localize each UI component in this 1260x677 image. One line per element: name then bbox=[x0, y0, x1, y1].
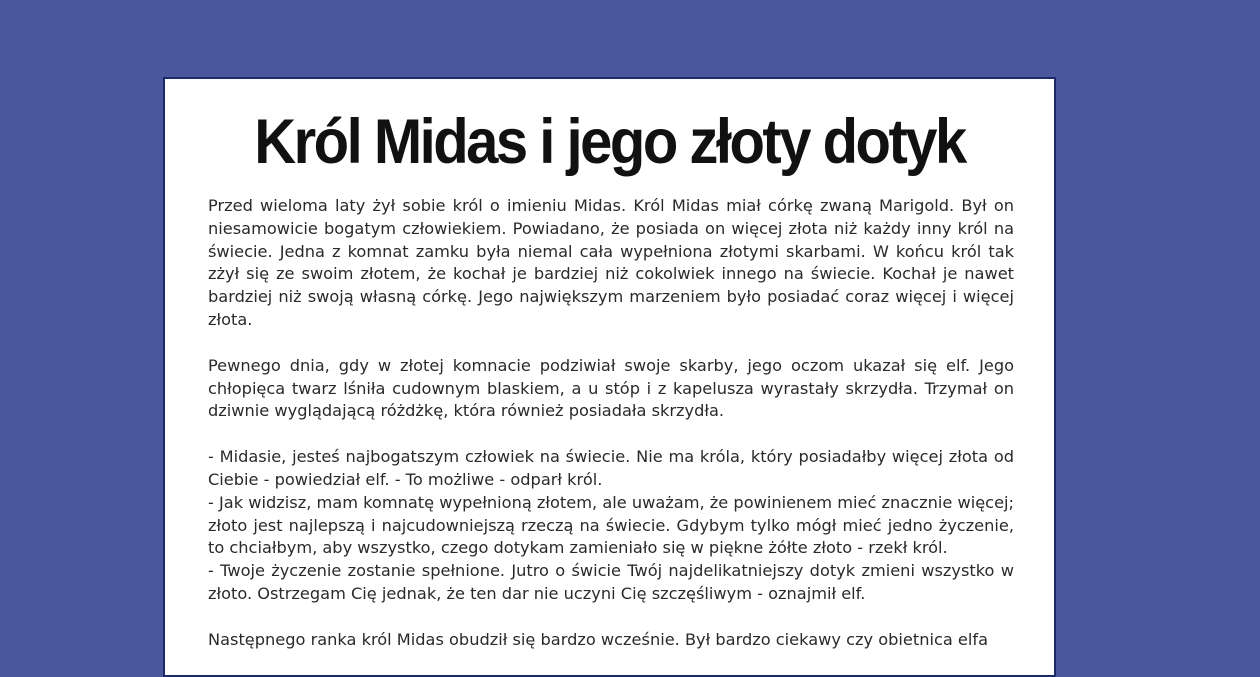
dialogue-line: - Jak widzisz, mam komnatę wypełnioną złotem, ale uważam, że powinienem mieć znacznie więcej; złoto jest najlepszą i najcudowniejszą rzeczą na świecie. Gdybym tylko mógł mieć jedno życzenie, to chciałbym, aby wszystko, czego dotykam zamieniało się w piękne żółte złoto - rzekł król. bbox=[208, 492, 1014, 558]
paragraph-next-morning: Następnego ranka król Midas obudził się bardzo wcześnie. Był bardzo ciekawy czy obietnica elfa bbox=[208, 629, 988, 649]
dialogue-line: - Midasie, jesteś najbogatszym człowiek na świecie. Nie ma króla, który posiadałby więcej złota od Ciebie - powiedział elf. - To możliwe - odparł król. bbox=[208, 447, 1014, 489]
document-title: Król Midas i jego złoty dotyk bbox=[254, 106, 965, 177]
document-body bbox=[208, 195, 1014, 675]
document-page bbox=[163, 77, 1056, 677]
paragraph-intro: Przed wieloma laty żył sobie król o imieniu Midas. Król Midas miał córkę zwaną Marigold. Był on niesamowicie bogatym człowiekiem. Powiadano, że posiada on więcej złota niż każdy inny król na świecie. Jedna z komnat zamku była niemal cała wypełniona złotymi skarbami. W końcu król tak zżył się ze swoim złotem, że kochał je bardziej niż cokolwiek innego na świecie. Kochał je nawet bardziej niż swoją własną córkę. Jego największym marzeniem było posiadać coraz więcej i więcej złota. bbox=[208, 196, 1014, 329]
paragraph-elf: Pewnego dnia, gdy w złotej komnacie podziwiał swoje skarby, jego oczom ukazał się elf. Jego chłopięca twarz lśniła cudownym blaskiem, a u stóp i z kapelusza wyrastały skrzydła. Trzymał on dziwnie wyglądającą różdżkę, która również posiadała skrzydła. bbox=[208, 355, 1014, 421]
dialogue-line: - Twoje życzenie zostanie spełnione. Jutro o świcie Twój najdelikatniejszy dotyk zmieni wszystko w złoto. Ostrzegam Cię jednak, że ten dar nie uczyni Cię szczęśliwym - oznajmił elf. bbox=[208, 561, 1014, 603]
